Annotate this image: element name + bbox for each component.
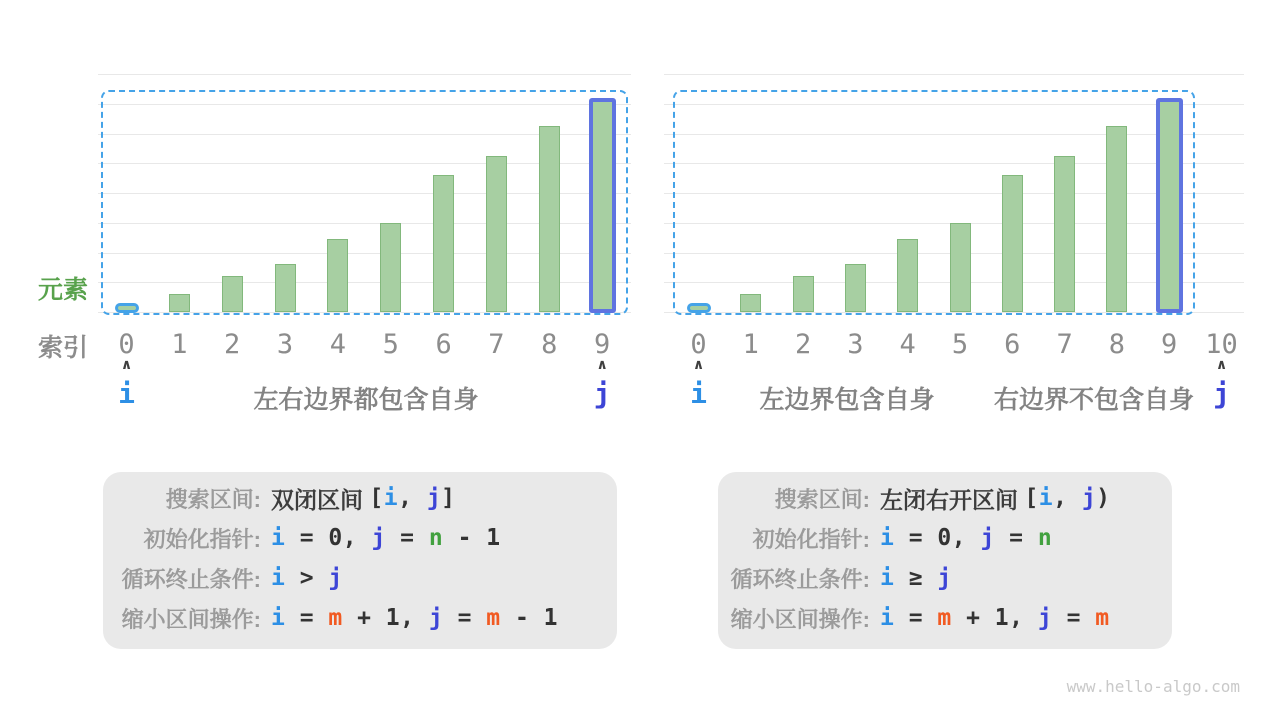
search-interval-dashed-rect	[673, 90, 1195, 315]
code-segment: =	[894, 605, 938, 631]
code-segment: = 0,	[894, 525, 981, 551]
pointer-label-i: i	[690, 377, 707, 410]
code-segment: j	[428, 605, 444, 631]
box-line-content	[880, 565, 952, 591]
pointer-arrow-icon: ∧	[692, 357, 705, 373]
code-segment: [	[1024, 485, 1039, 511]
box-line-label: 缩小区间操作:	[730, 606, 870, 632]
code-segment: [	[369, 485, 384, 511]
gridline	[98, 74, 631, 75]
gridline	[664, 74, 1244, 75]
info-box-right	[718, 472, 1172, 649]
code-segment: i	[880, 605, 895, 631]
code-segment: j	[426, 485, 442, 511]
box-line	[103, 478, 617, 518]
index-label: 9	[594, 329, 611, 360]
code-segment: n	[1037, 525, 1053, 551]
index-label: 9	[1161, 329, 1178, 360]
code-segment: j	[1081, 485, 1097, 511]
code-segment: =	[994, 525, 1038, 551]
box-line	[718, 598, 1172, 638]
code-segment: =	[443, 605, 487, 631]
box-line-label: 搜索区间:	[165, 486, 261, 512]
index-label: 6	[1004, 329, 1021, 360]
code-segment: - 1	[443, 525, 501, 551]
index-label: 0	[690, 329, 707, 360]
box-line-label: 循环终止条件:	[730, 566, 870, 592]
code-segment: m	[1095, 605, 1110, 631]
pointer-label-i: i	[118, 377, 135, 410]
code-segment: )	[1096, 485, 1111, 511]
code-segment: m	[328, 605, 343, 631]
code-segment: n	[428, 525, 444, 551]
chart-caption: 左边界包含自身	[759, 386, 935, 414]
box-line-content	[880, 482, 1111, 515]
box-line-content	[271, 482, 456, 515]
code-segment: i	[1038, 485, 1054, 511]
code-segment: i	[880, 525, 895, 551]
index-label: 3	[276, 329, 294, 360]
box-line-label: 循环终止条件:	[121, 566, 261, 592]
code-segment: ≥	[894, 565, 938, 591]
pointer-arrow-icon: ∧	[596, 357, 608, 373]
box-line	[103, 558, 617, 598]
code-segment: = 0,	[285, 525, 372, 551]
code-segment: ,	[1053, 485, 1082, 511]
index-label: 3	[847, 329, 864, 360]
box-line	[103, 598, 617, 638]
code-segment: i	[271, 525, 286, 551]
text-segment: 左闭右开区间	[880, 486, 1025, 513]
info-box-left	[103, 472, 617, 649]
code-segment: - 1	[500, 605, 559, 631]
code-segment: j	[1037, 605, 1053, 631]
code-segment: i	[271, 565, 286, 591]
box-line-content	[271, 605, 558, 631]
code-segment: =	[385, 525, 429, 551]
box-line-content	[880, 525, 1052, 551]
code-segment: j	[328, 565, 343, 591]
pointer-label-j: j	[1213, 377, 1230, 410]
box-line-content	[271, 525, 501, 551]
box-line	[103, 518, 617, 558]
box-line	[718, 558, 1172, 598]
box-line-label: 搜索区间:	[774, 486, 870, 512]
code-segment: + 1,	[951, 605, 1038, 631]
code-segment: j	[937, 565, 952, 591]
index-label: 2	[224, 329, 241, 360]
index-label: 0	[118, 329, 135, 360]
index-label: 8	[1108, 329, 1126, 360]
box-line-content	[271, 565, 343, 591]
code-segment: + 1,	[342, 605, 429, 631]
index-label: 5	[382, 329, 399, 360]
pointer-label-j: j	[593, 377, 611, 410]
index-label: 1	[742, 329, 759, 360]
search-interval-dashed-rect	[101, 90, 628, 315]
code-segment: j	[371, 525, 386, 551]
index-label: 6	[435, 329, 452, 360]
pointer-arrow-icon: ∧	[120, 357, 133, 373]
index-label: 7	[488, 329, 505, 360]
box-line-label: 初始化指针:	[143, 526, 261, 552]
code-segment: i	[271, 605, 286, 631]
code-segment: =	[1052, 605, 1096, 631]
pointer-arrow-icon: ∧	[1215, 357, 1228, 373]
index-label: 8	[541, 329, 558, 360]
chart-caption: 右边界不包含自身	[993, 386, 1195, 414]
index-label: 10	[1205, 329, 1238, 360]
code-segment: i	[383, 485, 399, 511]
index-label: 7	[1056, 329, 1073, 360]
code-segment: ,	[398, 485, 427, 511]
code-segment: j	[980, 525, 995, 551]
index-label: 1	[171, 329, 188, 360]
x-axis-label-index: 索引	[38, 334, 89, 362]
code-segment: ]	[441, 485, 456, 511]
code-segment: i	[880, 565, 895, 591]
index-label: 5	[951, 329, 969, 360]
index-label: 4	[899, 329, 916, 360]
code-segment: m	[486, 605, 501, 631]
box-line	[718, 518, 1172, 558]
box-line-content	[880, 605, 1110, 631]
y-axis-label-element: 元素	[38, 276, 89, 304]
index-label: 4	[329, 329, 347, 360]
box-line-label: 缩小区间操作:	[121, 606, 261, 632]
chart-caption: 左右边界都包含自身	[253, 386, 479, 414]
code-segment: m	[937, 605, 952, 631]
code-segment: =	[285, 605, 329, 631]
code-segment: >	[285, 565, 329, 591]
text-segment: 双闭区间	[271, 486, 370, 513]
box-line	[718, 478, 1172, 518]
index-label: 2	[794, 329, 812, 360]
box-line-label: 初始化指针:	[752, 526, 870, 552]
watermark: www.hello-algo.com	[1066, 677, 1240, 696]
